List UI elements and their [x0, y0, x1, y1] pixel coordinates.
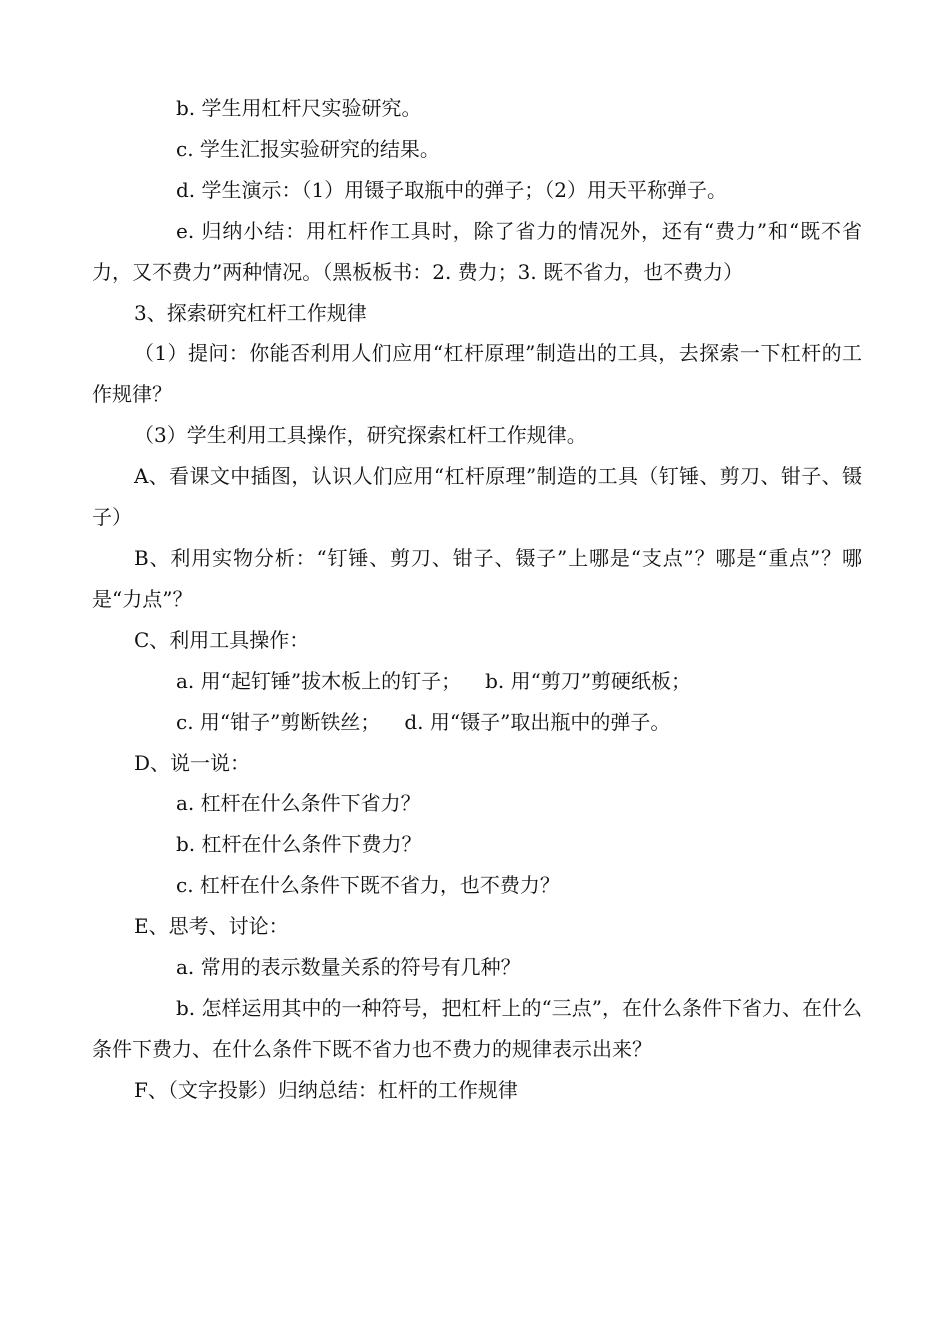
paragraph-say-a: a. 杠杆在什么条件下省力？ [176, 791, 421, 816]
paragraph-step-b: b. 学生用杠杆尺实验研究。 [176, 96, 422, 120]
paragraph-item-a: A、看课文中插图，认识人们应用“杠杆原理”制造的工具（钉锤、剪刀、钳子、镊子） [92, 464, 862, 530]
paragraph-item-f: F、（文字投影）归纳总结：杠杆的工作规律 [134, 1077, 518, 1102]
paragraph-item-b: B、利用实物分析：“钉锤、剪刀、钳子、镊子”上哪是“支点”？哪是“重点”？哪是“力点”？ [92, 545, 862, 611]
paragraph-step-d: d. 学生演示：（1）用镊子取瓶中的弹子；（2）用天平称弹子。 [176, 177, 727, 202]
paragraph-think-b: b. 怎样运用其中的一种符号，把杠杆上的“三点”，在什么条件下省力、在什么条件下费力、在什么条件下既不省力也不费力的规律表示出来？ [92, 995, 862, 1061]
paragraph-say-b: b. 杠杆在什么条件下费力？ [176, 832, 422, 857]
tool-op-b: b. 用“剪刀”剪硬纸板； [485, 668, 692, 693]
paragraph-item-e: E、思考、讨论： [134, 914, 289, 939]
paragraph-say-c: c. 杠杆在什么条件下既不省力，也不费力？ [176, 873, 560, 898]
paragraph-item-c: C、利用工具操作： [134, 627, 310, 652]
paragraph-step-c: c. 学生汇报实验研究的结果。 [176, 136, 440, 161]
paragraph-operation-3: （3）学生利用工具操作，研究探索杠杆工作规律。 [134, 423, 587, 448]
paragraph-tool-ops-1 [92, 661, 862, 702]
tool-op-c: c. 用“钳子”剪断铁丝； [176, 709, 381, 734]
document-body [92, 88, 862, 1111]
tool-op-a: a. 用“起钉锤”拔木板上的钉子； [176, 668, 462, 693]
paragraph-tool-ops-2 [92, 702, 862, 743]
paragraph-step-e: e. 归纳小结：用杠杆作工具时，除了省力的情况外，还有“费力”和“既不省力，又不费力”两种情况。（黑板板书：2. 费力；3. 既不省力，也不费力） [92, 218, 862, 284]
paragraph-question-1: （1）提问：你能否利用人们应用“杠杆原理”制造出的工具，去探索一下杠杆的工作规律？ [92, 341, 862, 407]
paragraph-think-a: a. 常用的表示数量关系的符号有几种？ [176, 955, 521, 980]
section-heading-3: 3、探索研究杠杆工作规律 [134, 300, 367, 325]
tool-op-d: d. 用“镊子”取出瓶中的弹子。 [404, 709, 671, 734]
paragraph-item-d: D、说一说： [134, 750, 251, 775]
